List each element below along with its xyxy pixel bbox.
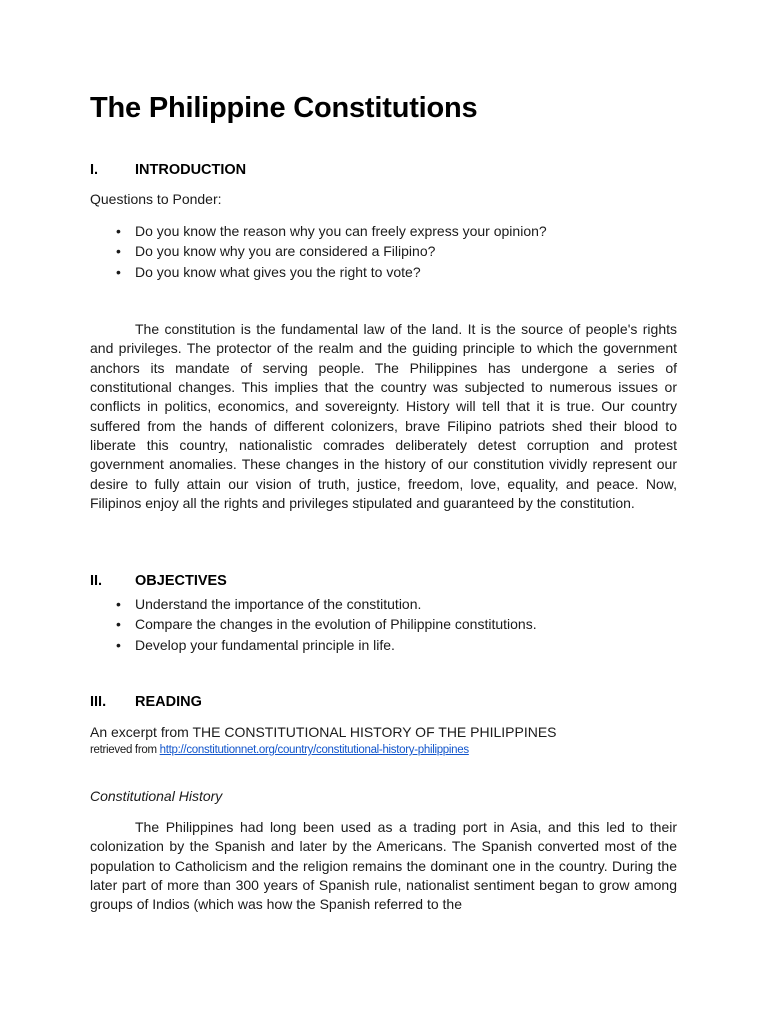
retrieved-label: retrieved from (90, 744, 157, 756)
list-item: • Do you know the reason why you can freely express your opinion? (90, 221, 547, 241)
list-item: • Compare the changes in the evolution of Philippine constitutions. (90, 614, 537, 634)
bullet-icon: • (116, 636, 121, 653)
list-item: • Do you know what gives you the right to vote? (90, 262, 547, 282)
section-heading-objectives (90, 573, 227, 589)
objectives-list (90, 594, 537, 655)
section-title: READING (135, 694, 202, 710)
excerpt-line: An excerpt from THE CONSTITUTIONAL HISTORY OF THE PHILIPPINES (90, 724, 557, 740)
section-title: OBJECTIVES (135, 573, 227, 589)
section-number: III. (90, 694, 107, 710)
section-heading-reading (90, 694, 202, 710)
list-item: • Do you know why you are considered a Filipino? (90, 241, 547, 261)
section-number: II. (90, 573, 103, 589)
page-title: The Philippine Constitutions (90, 92, 478, 124)
reading-paragraph: The Philippines had long been used as a trading port in Asia, and this led to their colonization by the Spanish and later by the Americans. The Spanish converted most of the population to Catholicism and the religion remains the dominant one in the country. During the later part of more than 300 years of Spanish rule, nationalist sentiment began to grow among groups of Indios (which was how the Spanish referred to the (90, 819, 677, 913)
bullet-icon: • (116, 263, 121, 280)
bullet-icon: • (116, 596, 121, 612)
questions-list (90, 221, 547, 282)
section-title: INTRODUCTION (135, 162, 247, 178)
reading-subheading: Constitutional History (90, 788, 223, 804)
section-heading-introduction (90, 162, 246, 178)
questions-label: Questions to Ponder: (90, 191, 222, 207)
bullet-icon: • (116, 243, 121, 260)
list-item: • Develop your fundamental principle in life. (90, 635, 537, 655)
intro-paragraph: The constitution is the fundamental law of the land. It is the source of people's rights and privileges. The protector of the realm and the guiding principle to which the government anchors its mandate of serving people. The Philippines has undergone a series of constitutional changes. This implies that the country was subjected to numerous issues or conflicts in politics, economics, and sovereignty. History will tell that it is true. Our country suffered from the hands of different colonizers, brave Filipino patriots shed their blood to liberate this country, nationalistic comrades deliberately detest corruption and protest government anomalies. These changes in the history of our constitution vividly represent our desire to fully attain our vision of truth, justice, freedom, love, equality, and peace. Now, Filipinos enjoy all the rights and privileges stipulated and guaranteed by the constitution. (90, 321, 677, 512)
list-item: • Understand the importance of the constitution. (90, 594, 537, 614)
source-link[interactable]: http://constitutionnet.org/country/constitutional-history-philippines (159, 744, 469, 756)
section-number: I. (90, 162, 99, 178)
bullet-icon: • (116, 223, 121, 239)
bullet-icon: • (116, 616, 121, 633)
source-line (90, 744, 469, 756)
